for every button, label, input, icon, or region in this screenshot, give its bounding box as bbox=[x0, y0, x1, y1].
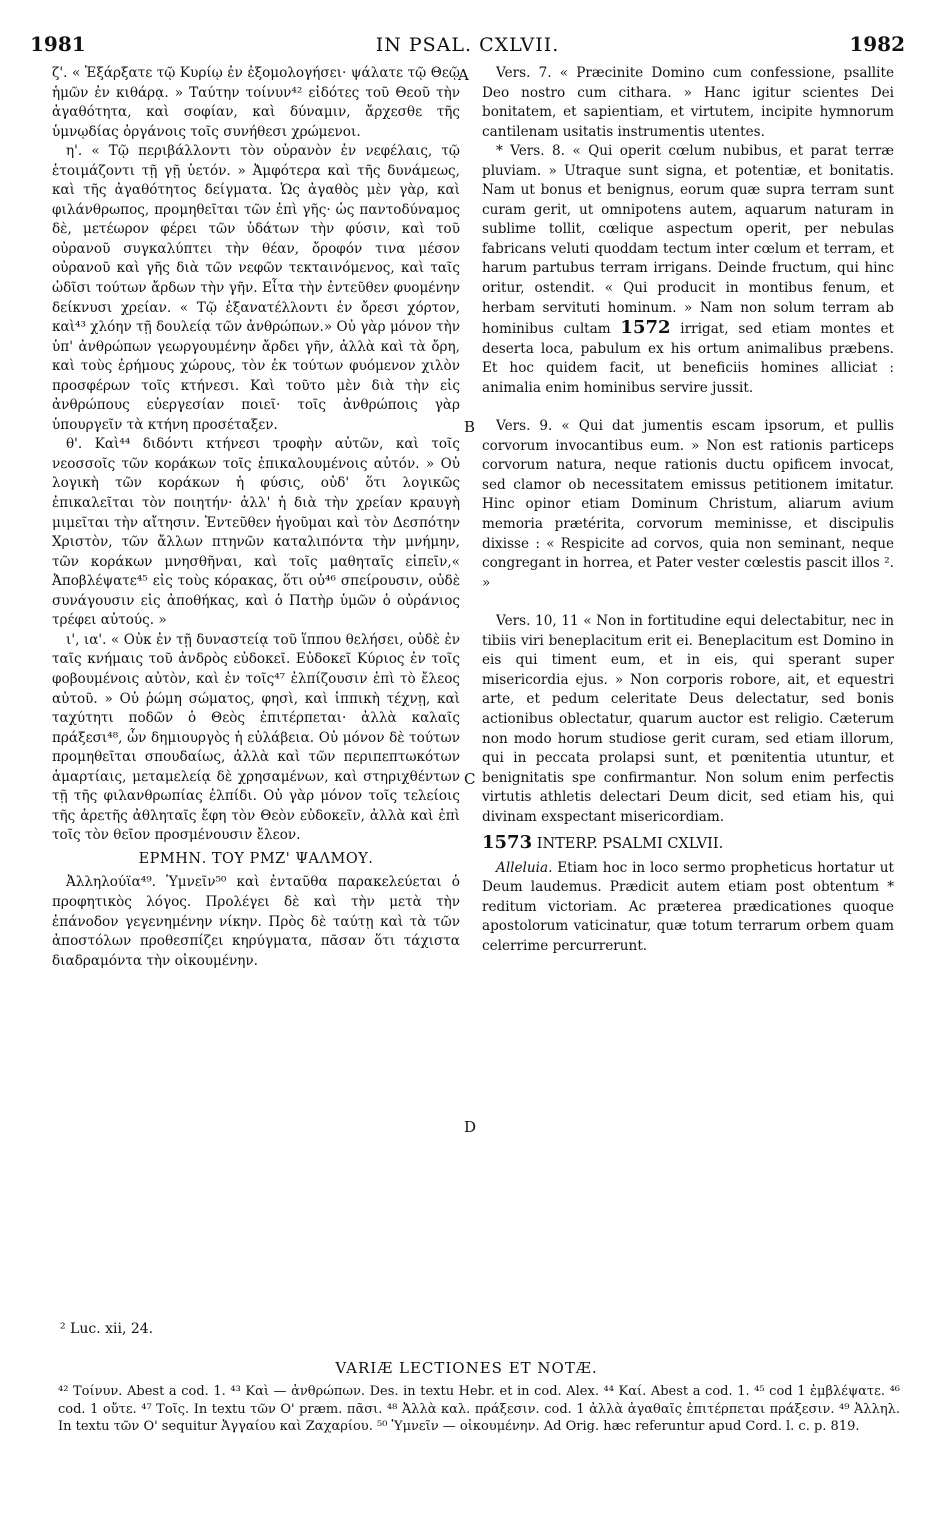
section-marker-b: B bbox=[464, 418, 476, 436]
greek-section-text: Ἀλληλούϊα⁴⁹. Ὑμνεῖν⁵⁰ καὶ ἐνταῦθα παρακελεύεται ὁ προφητικὸς λόγος. Προλέγει δὲ καὶ τὴν μετὰ τὴν ἐπάνοδον γεγενημένην νίκην. Πρὸς δὲ ταύτῃ καὶ τὰ τῶν ἀποστόλων προθεσπίζει κηρύγματα, πᾶσαν ὅτι τάχιστα διαδραμόντα τὴν οἰκουμένην. bbox=[52, 874, 460, 969]
latin-verse-8 bbox=[482, 142, 894, 398]
column-number-1572: 1572 bbox=[620, 317, 671, 339]
latin-verse-8-cont: irrigat, sed etiam montes et deserta loca, pabulum ex his ortum animalibus præbens. Et hoc quidem facit, ut beneficiis homines alliciat : animalia enim hominibus servire jussit. bbox=[482, 321, 894, 396]
latin-verse-8-text: * Vers. 8. « Qui operit cœlum nubibus, et parat terræ pluviam. » Utraque sunt signa, et potentiæ, et bonitatis. Nam ut bonus et benignus, eorum quæ supra terram sunt curam gerit, ut omnipotens autem, aquarum naturam in sublime tollit, cœlique aspectum operit, per nebulas fabricans veluti quoddam tectum inter cœlum et terram, et harum partubus terram irrigans. Deinde fructum, qui hinc oritur, ostendit. « Qui producit in montibus fenum, et herbam servituti hominum. » Nam non solum terram ab hominibus cultam bbox=[482, 143, 894, 338]
latin-column bbox=[482, 64, 894, 957]
greek-section-title: ΕΡΜΗΝ. ΤΟΥ ΡΜΖ' ΨΑΛΜΟΥ. bbox=[138, 850, 374, 867]
section-marker-a: A bbox=[458, 66, 469, 84]
latin-verse-9: Vers. 9. « Qui dat jumentis escam ipsorum, et pullis corvorum invocantibus eum. » Non est rationis particeps corvorum natura, neque rationis ductu opificem invocat, sed clamor ob necessitatem emissus petitionem imitatur. Hinc opinor etiam Dominum Christum, aliarum avium memoria prætérita, corvorum meminisse, et discipulis dixisse : « Respicite ad corvos, quia non seminant, neque congregant in horrea, et Pater vester cœlestis pascit illos ². » bbox=[482, 418, 894, 591]
latin-verse-10: Vers. 10, 11 « Non in fortitudine equi delectabitur, nec in tibiis viri beneplacitum erit ei. Beneplacitum est Domino in eis qui timent eum, et in eis, qui sperant super misericordia ejus. » Non corporis robore, ait, et equestri arte, et pedum celeritate Deus delectatur, sed bonis actionibus oblectatur, quarum auctor est religio. Cæterum non modo horum studiose gerit curam, sed etiam illorum, qui in peccata prolapsi sunt, et pœnitentia utuntur, et benignitatis spe confirmantur. Non solum enim perfectis virtutis athletis delectari Deum dicit, sed etiam his, qui divinam exspectant misericordiam. bbox=[482, 613, 894, 825]
latin-section-text bbox=[482, 859, 894, 957]
greek-verse-10: ι', ια'. « Οὐκ ἐν τῇ δυναστείᾳ τοῦ ἵππου θελήσει, οὐδὲ ἐν ταῖς κνήμαις τοῦ ἀνδρὸς εὐδοκεῖ. Εὐδοκεῖ Κύριος ἐν τοῖς φοβουμένοις αὐτὸν, καὶ ἐν τοῖς⁴⁷ ἐλπίζουσιν ἐπὶ τὸ ἔλεος αὐτοῦ. » Οὐ ῥώμη σώματος, φησὶ, καὶ ἱππικὴ τέχνῃ, καὶ ταχύτητι ποδῶν ὁ Θεὸς ἐπιτέρπεται· ἀλλὰ καλαῖς πράξεσι⁴⁸, ὧν δημιουργὸς ἡ εὐλάβεια. Οὐ μόνον δὲ τούτων προμηθεῖται σπουδαίως, ἀλλὰ καὶ τῶν περιπεπτωκότων ἁμαρτίαις, μεταμελείᾳ δὲ χρησαμένων, καὶ στηριχθέντων τῇ τῆς φιλανθρωπίας ἐλπίδι. Οὐ γὰρ μόνον τοῖς τελείοις τῆς ἀρετῆς ἀθληταῖς ἔφη τὸν Θεὸν εὐδοκεῖν, ἀλλὰ καὶ ἐπὶ τοῖς τὸν θεῖον προσμένουσιν ἔλεον. bbox=[52, 631, 460, 844]
page-header bbox=[30, 32, 905, 56]
page-number-right: 1982 bbox=[849, 32, 905, 56]
running-title: IN PSAL. CXLVII. bbox=[375, 34, 560, 56]
page-number-left: 1981 bbox=[30, 32, 86, 56]
latin-section-lead: Alleluia. bbox=[496, 859, 553, 876]
latin-section-body: Etiam hoc in loco sermo propheticus hortatur ut Deum laudemus. Prædicit autem etiam post obtentum * reditum victoriam. Ac præterea prædicationes quoque apostolorum vaticinatur, quæ totum terrarum orbem quam celerrime percurrerunt. bbox=[482, 859, 894, 954]
section-marker-d: D bbox=[464, 1118, 477, 1136]
notes-title: VARIÆ LECTIONES ET NOTÆ. bbox=[335, 1359, 598, 1377]
latin-verse-7: Vers. 7. « Præcinite Domino cum confessione, psallite Deo nostro cum cithara. » Hanc igitur scientes Dei bonitatem, et sapientiam, et virtutem, incipite hymnorum cantilenam usitatis instrumentis utentes. bbox=[482, 65, 894, 140]
greek-column bbox=[52, 64, 460, 971]
notes-text: ⁴² Τοίνυν. Abest a cod. 1. ⁴³ Καὶ — ἀνθρώπων. Des. in textu Hebr. et in cod. Alex. ⁴⁴ Καί. Abest a cod. 1. ⁴⁵ cod 1 ἐμβλέψατε. ⁴⁶ cod. 1 οὔτε. ⁴⁷ Τοῖς. In textu τῶν Ο' præm. πᾶσι. ⁴⁸ Ἀλλὰ καλ. πράξεσιν. cod. 1 ἀλλὰ ἀγαθαῖς ἐπιτέρπεται πράξεσιν. ⁴⁹ Ἀλληλ. In textu τῶν Ο' sequitur Ἀγγαίου καὶ Ζαχαρίου. ⁵⁰ Ὑμνεῖν — οἰκουμένην. Ad Orig. hæc referuntur apud Cord. l. c. p. 819. bbox=[58, 1384, 900, 1435]
latin-section-title: INTERP. PSALMI CXLVII. bbox=[536, 836, 724, 853]
greek-verse-8: η'. « Τῷ περιβάλλοντι τὸν οὐρανὸν ἐν νεφέλαις, τῷ ἑτοιμάζοντι τῇ γῇ ὑετόν. » Ἀμφότερα καὶ τῆς δυνάμεως, καὶ τῆς ἀγαθότητος δείγματα. Ὡς ἀγαθὸς μὲν γὰρ, καὶ φιλάνθρωπος, προμηθεῖται τῶν ἐπὶ γῆς· ὡς παντοδύναμος δὲ, μετέωρον φέρει τῶν ὑδάτων τὴν φύσιν, καὶ τοῦ οὐρανοῦ συγκαλύπτει τὴν θέαν, ὄροφόν τινα μέσον οὐρανοῦ καὶ γῆς διὰ τῶν νεφῶν τεκταινόμενος, καὶ ταῖς ὠδῖσι τούτων ἄρδων τὴν γῆν. Εἶτα τὴν ἐντεῦθεν φυομένην δείκνυσι χρείαν. « Τῷ ἐξανατέλλοντι ἐν ὄρεσι χόρτον, καὶ⁴³ χλόην τῇ δουλείᾳ τῶν ἀνθρώπων.» Οὐ γὰρ μόνον τὴν ὑπ' ἀνθρώπων γεωργουμένην ἄρδει γῆν, ἀλλὰ καὶ τὰ ὄρη, καὶ τοὺς ἐρήμους χώρους, τὸν ἐκ τούτων φυόμενον χιλὸν προσφέρων τοῖς κτήνεσι. Καὶ τοῦτο μὲν διὰ τὴν εἰς ἀνθρώπους εὐεργεσίαν ποιεῖ· τοῖς ἀνθρώποις γὰρ ὑπουργεῖν τὰ κτήνη προσέταξεν. bbox=[52, 143, 460, 433]
greek-verse-7: ζ'. « Ἐξάρξατε τῷ Κυρίῳ ἐν ἐξομολογήσει· ψάλατε τῷ Θεῷ ἡμῶν ἐν κιθάρᾳ. » Ταύτην τοίνυν⁴² εἰδότες τοῦ Θεοῦ τὴν ἀγαθότητα, καὶ σοφίαν, καὶ δύναμιν, ἄρχεσθε τῆς ὑμνῳδίας ὀργάνοις τοῖς συνήθεσι χρώμενοι. bbox=[52, 65, 460, 140]
column-number-1573: 1573 bbox=[482, 832, 533, 854]
scripture-footnote: ² Luc. xii, 24. bbox=[60, 1321, 154, 1337]
section-marker-c: C bbox=[464, 770, 476, 788]
greek-verse-9: θ'. Καὶ⁴⁴ διδόντι κτήνεσι τροφὴν αὐτῶν, καὶ τοῖς νεοσσοῖς τῶν κοράκων τοῖς ἐπικαλουμένοις αὐτόν. » Οὐ λογικὴ τῶν κοράκων ἡ φύσις, οὐδ' ὅτι λογικῶς ἐπικαλεῖται τὸν ποιητήν· ἀλλ' ἡ διὰ τὴν χρείαν κραυγὴ μιμεῖται τὴν αἴτησιν. Ἐντεῦθεν ἡγοῦμαι καὶ τὸν Δεσπότην Χριστὸν, τῶν ἄλλων πτηνῶν καταλιπόντα τὴν μνήμην, τῶν κοράκων μνησθῆναι, καὶ τοῖς μαθηταῖς εἰπεῖν,« Ἀποβλέψατε⁴⁵ εἰς τοὺς κόρακας, ὅτι οὐ⁴⁶ σπείρουσιν, οὐδὲ συνάγουσιν εἰς ἀποθήκας, καὶ ὁ Πατὴρ ὑμῶν ὁ οὐράνιος τρέφει αὐτούς. » bbox=[52, 436, 460, 629]
latin-section-heading bbox=[482, 833, 894, 855]
